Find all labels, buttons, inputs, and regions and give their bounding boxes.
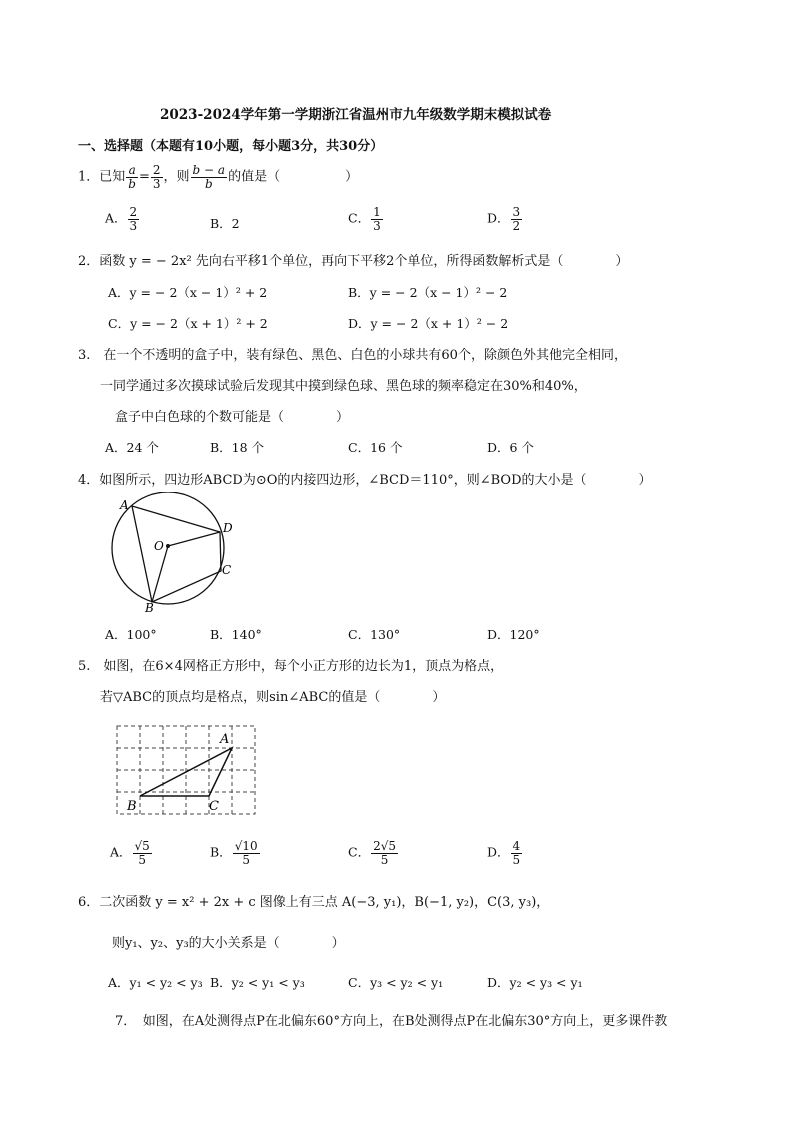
- section-heading: 一、选择题（本题有10小题，每小题3分，共30分）: [78, 139, 384, 154]
- q5-option-a: A． $\frac{√5}{5}$: [110, 839, 150, 867]
- label-c: C: [222, 563, 232, 577]
- center-point: [166, 544, 170, 548]
- label-a: A: [120, 498, 129, 512]
- q5-option-b: B． $\frac{√10}{5}$: [210, 839, 258, 867]
- q3-option-d: D．6 个: [487, 440, 534, 455]
- q2-option-c: C．y = − 2（x + 1）² + 2: [108, 316, 268, 331]
- q1-pre: 已知: [99, 169, 126, 185]
- label-d: D: [223, 521, 233, 535]
- q1-number: 1．: [78, 169, 100, 185]
- grid-label-b: B: [127, 799, 137, 814]
- q1-post: 的值是（ ）: [228, 169, 359, 185]
- q3-option-b: B．18 个: [210, 440, 265, 455]
- q1-eq: =: [138, 169, 150, 185]
- q1-fraction-expr: $\frac{b - a}{b}$: [192, 163, 226, 191]
- q6-option-b: B．y₂ < y₁ < y₃: [210, 975, 305, 990]
- q1-fraction-2-3: $\frac{2}{3}$: [152, 163, 161, 191]
- circle-quadrilateral-figure: [100, 492, 240, 617]
- grid-label-a: A: [220, 732, 230, 747]
- question-3-line-3: 盒子中白色球的个数可能是（ ）: [115, 410, 350, 425]
- question-2: 2．函数 y = − 2x² 先向右平移1个单位，再向下平移2个单位，所得函数解析式是（ ）: [78, 254, 629, 269]
- q4-option-b: B．140°: [210, 627, 262, 642]
- dashed-grid: [117, 726, 255, 814]
- q1-fraction-a-b: $\frac{a}{b}$: [128, 163, 136, 191]
- q6-option-d: D．y₂ < y₃ < y₁: [487, 975, 583, 990]
- q4-option-a: A．100°: [105, 627, 157, 642]
- q6-option-c: C．y₃ < y₂ < y₁: [348, 975, 444, 990]
- question-4: 4．如图所示，四边形ABCD为⊙O的内接四边形，∠BCD＝110°，则∠BOD的大小是（ ）: [78, 473, 652, 488]
- label-o: O: [154, 539, 164, 553]
- q3-option-c: C．16 个: [348, 440, 403, 455]
- question-1: [78, 164, 358, 190]
- q1-option-b: B．2: [210, 216, 240, 231]
- q5-option-d: D． $\frac{4}{5}$: [487, 839, 521, 867]
- question-5-line-1: 5. 如图，在6×4网格正方形中，每个小正方形的边长为1，顶点为格点，: [78, 659, 504, 674]
- grid-label-c: C: [209, 799, 219, 814]
- question-6-line-1: 6．二次函数 y = x² + 2x + c 图像上有三点 A(−3, y₁)，B(−1, y₂)，C(3, y₃)，: [78, 895, 550, 910]
- q3-option-a: A．24 个: [105, 440, 159, 455]
- question-3-line-1: 3. 在一个不透明的盒子中，装有绿色、黑色、白色的小球共有60个，除颜色外其他完全相同，: [78, 348, 627, 363]
- q4-option-c: C．130°: [348, 627, 401, 642]
- q4-option-d: D．120°: [487, 627, 540, 642]
- q6-option-a: A．y₁ < y₂ < y₃: [108, 975, 203, 990]
- question-6-line-2: 则y₁、y₂、y₃的大小关系是（ ）: [112, 936, 345, 951]
- q1-mid: ，则: [163, 169, 190, 185]
- grid-triangle-figure: [112, 723, 262, 818]
- q1-option-d: D． $\frac{3}{2}$: [487, 205, 521, 233]
- q1-option-c: C． $\frac{1}{3}$: [348, 205, 381, 233]
- q2-option-b: B．y = − 2（x − 1）² − 2: [348, 285, 508, 300]
- q5-option-c: C． $\frac{2√5}{5}$: [348, 839, 396, 867]
- question-3-line-2: 一同学通过多次摸球试验后发现其中摸到绿色球、黑色球的频率稳定在30%和40%，: [100, 379, 587, 394]
- label-b: B: [145, 601, 154, 615]
- question-5-line-2: 若▽ABC的顶点均是格点，则sin∠ABC的值是（ ）: [100, 690, 446, 705]
- q1-option-a: A． $\frac{2}{3}$: [105, 205, 138, 233]
- q2-option-d: D．y = − 2（x + 1）² − 2: [348, 316, 509, 331]
- question-7: 7． 如图，在A处测得点P在北偏东60°方向上，在B处测得点P在北偏东30°方向上，更多课件教: [115, 1014, 668, 1029]
- q2-option-a: A．y = − 2（x − 1）² + 2: [108, 285, 268, 300]
- document-title: 2023-2024学年第一学期浙江省温州市九年级数学期末模拟试卷: [160, 107, 552, 123]
